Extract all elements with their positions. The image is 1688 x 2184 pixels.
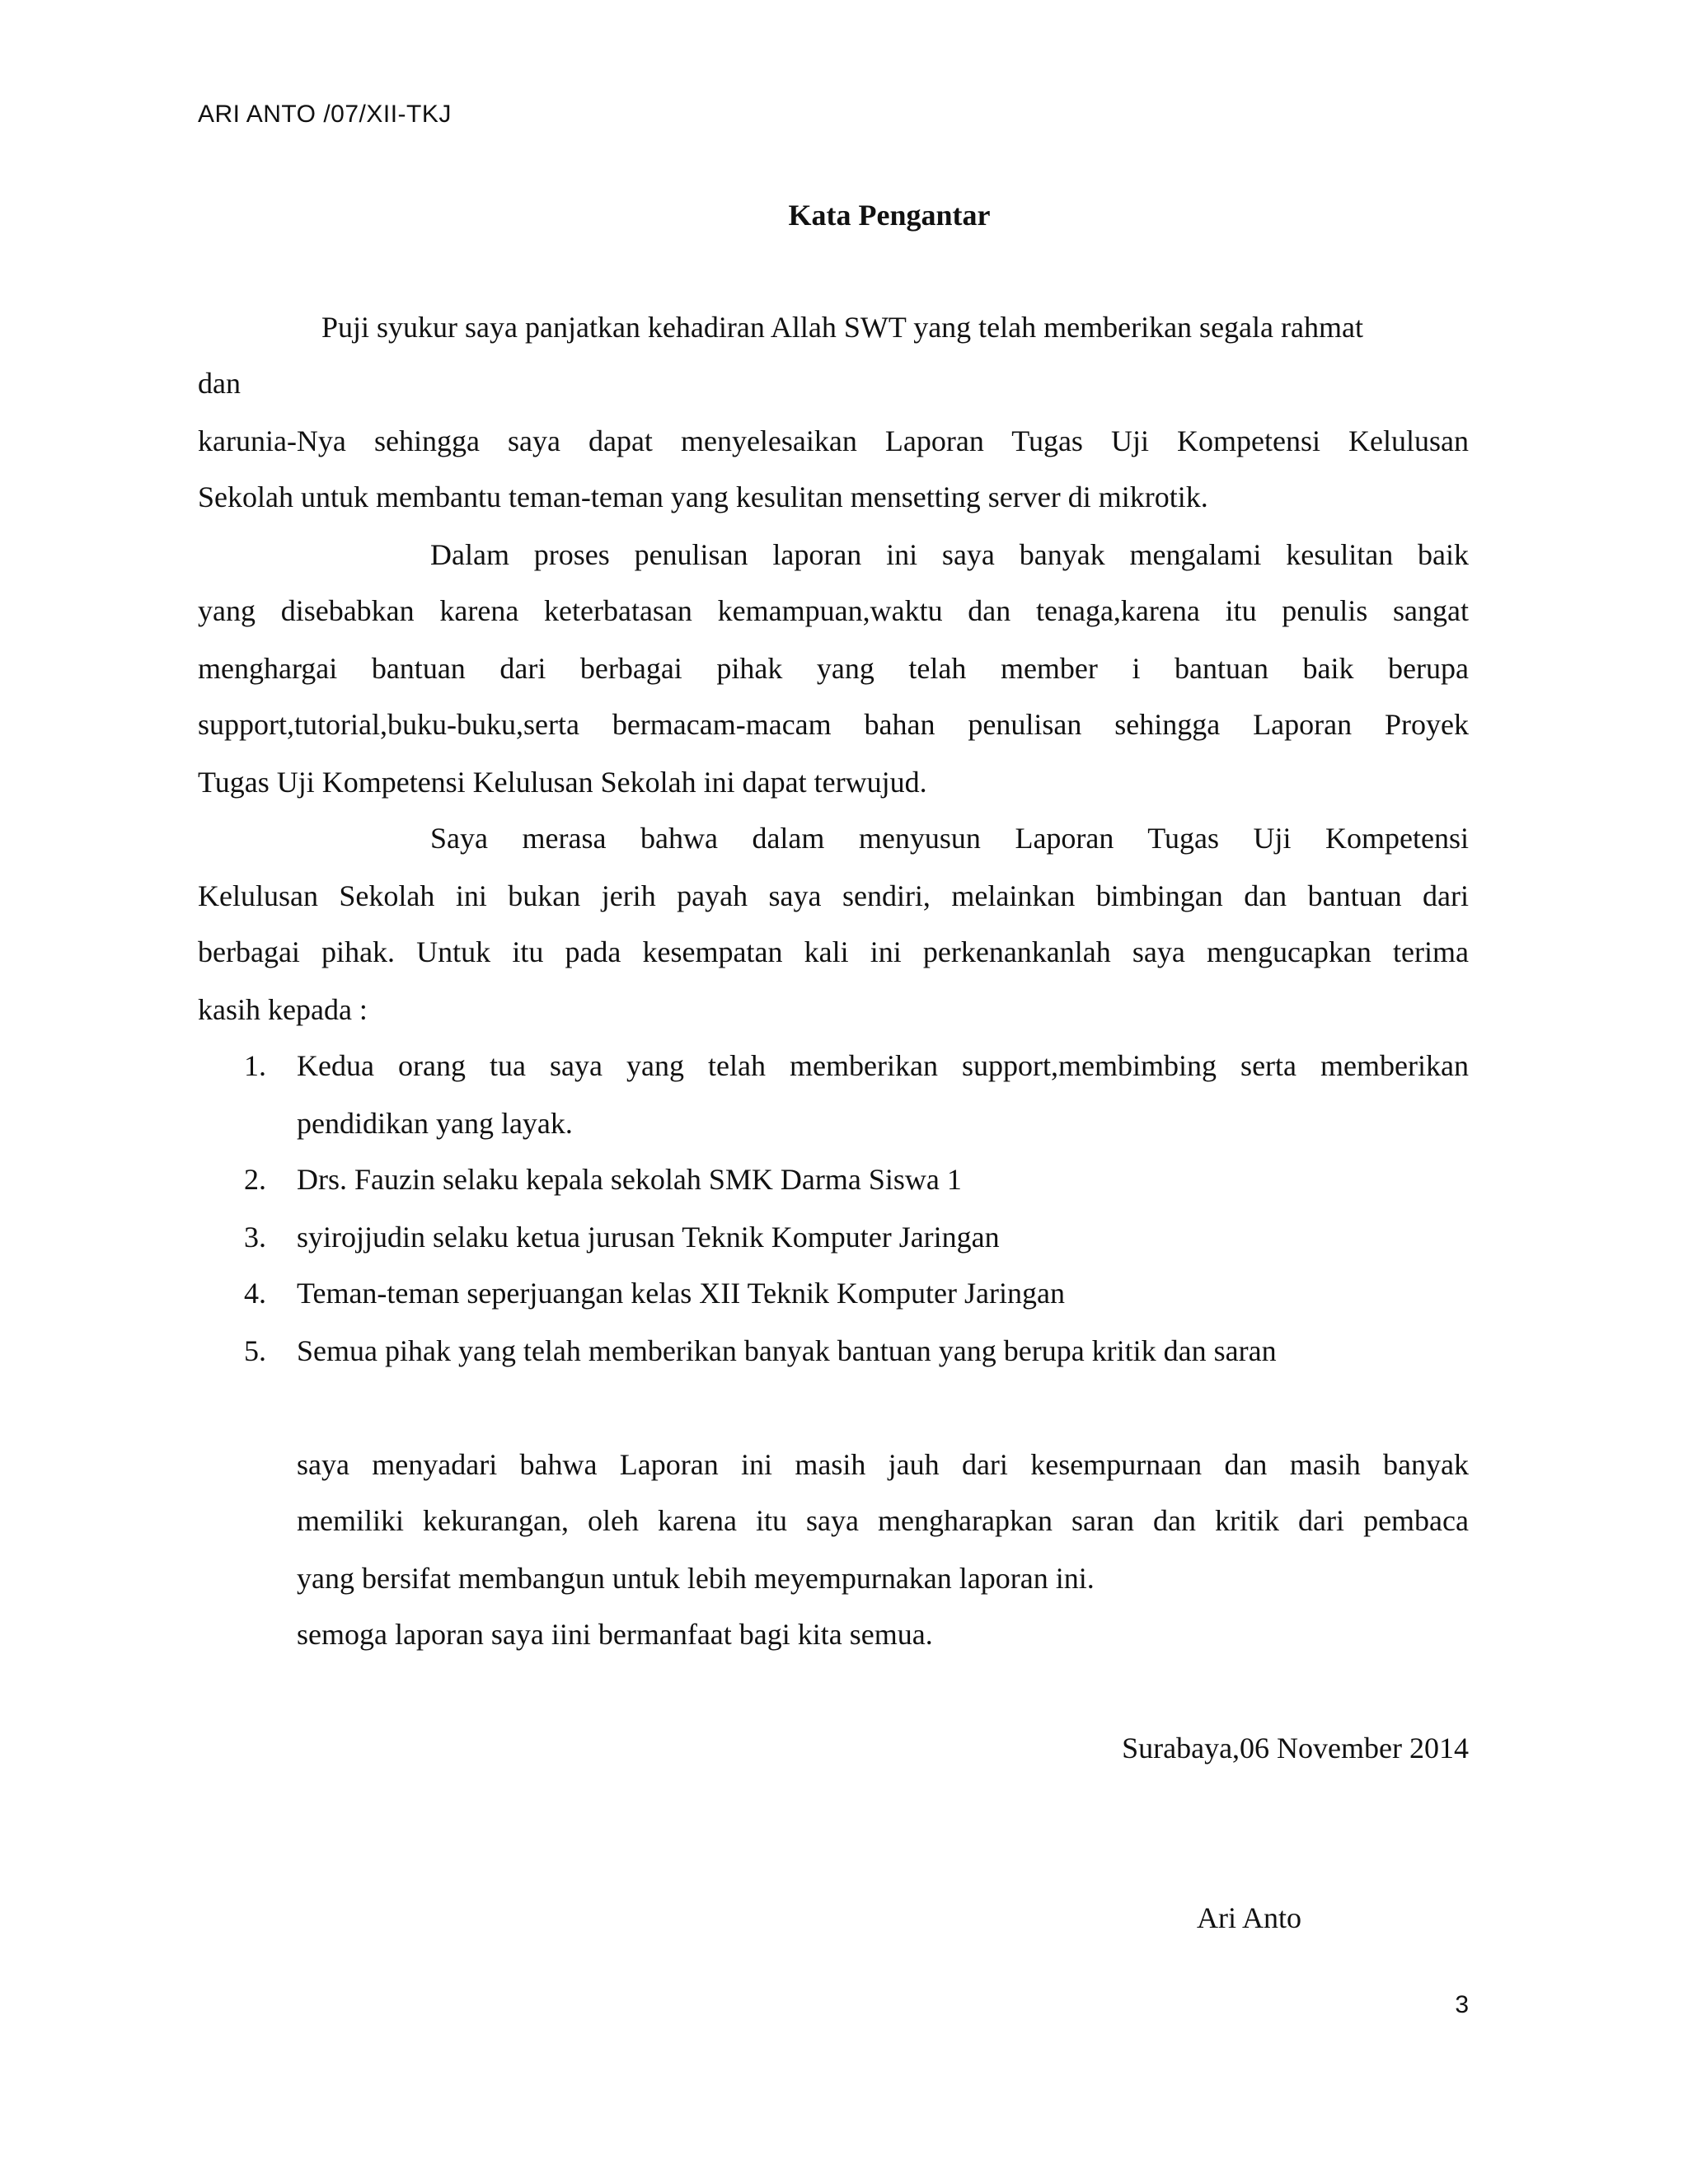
- list-item-number: 1.: [244, 1049, 266, 1082]
- closing-line: memiliki kekurangan, oleh karena itu saya mengharapkan saran dan kritik dari pembaca: [297, 1504, 1469, 1537]
- paragraph-line: Saya merasa bahwa dalam menyusun Laporan Tugas Uji Kompetensi: [430, 822, 1469, 855]
- closing-line: semoga laporan saya iini bermanfaat bagi kita semua.: [297, 1618, 933, 1651]
- list-item-text: Kedua orang tua saya yang telah memberikan support,membimbing serta memberikan: [297, 1049, 1469, 1082]
- paragraph-line: karunia-Nya sehingga saya dapat menyelesaikan Laporan Tugas Uji Kompetensi Kelulusan: [198, 424, 1469, 457]
- page-number: 3: [1455, 1991, 1469, 2018]
- list-item-text: Teman-teman seperjuangan kelas XII Teknik Komputer Jaringan: [297, 1277, 1065, 1310]
- paragraph-line: Puji syukur saya panjatkan kehadiran Allah SWT yang telah memberikan segala rahmat: [321, 311, 1363, 344]
- closing-line: yang bersifat membangun untuk lebih meyempurnakan laporan ini.: [297, 1562, 1095, 1595]
- paragraph-line: Sekolah untuk membantu teman-teman yang kesulitan mensetting server di mikrotik.: [198, 480, 1208, 513]
- paragraph-line: dan: [198, 367, 241, 400]
- paragraph-line: Tugas Uji Kompetensi Kelulusan Sekolah ini dapat terwujud.: [198, 766, 927, 799]
- paragraph-line: berbagai pihak. Untuk itu pada kesempatan kali ini perkenankanlah saya mengucapkan terima: [198, 935, 1469, 968]
- place-date: Surabaya,06 November 2014: [1122, 1732, 1469, 1765]
- list-item-text: syirojjudin selaku ketua jurusan Teknik Komputer Jaringan: [297, 1221, 1000, 1254]
- paragraph-line: support,tutorial,buku-buku,serta bermacam-macam bahan penulisan sehingga Laporan Proyek: [198, 708, 1469, 741]
- paragraph-line: menghargai bantuan dari berbagai pihak yang telah member i bantuan baik berupa: [198, 652, 1469, 685]
- paragraph-line: Kelulusan Sekolah ini bukan jerih payah saya sendiri, melainkan bimbingan dan bantuan dari: [198, 879, 1469, 912]
- list-item-text: Semua pihak yang telah memberikan banyak bantuan yang berupa kritik dan saran: [297, 1334, 1277, 1367]
- signature-name: Ari Anto: [1197, 1901, 1302, 1934]
- list-item-number: 4.: [244, 1277, 266, 1310]
- list-item-number: 5.: [244, 1334, 266, 1367]
- paragraph-line: Dalam proses penulisan laporan ini saya banyak mengalami kesulitan baik: [430, 538, 1469, 571]
- list-item-number: 2.: [244, 1163, 266, 1196]
- list-item-text: Drs. Fauzin selaku kepala sekolah SMK Darma Siswa 1: [297, 1163, 962, 1196]
- running-header: ARI ANTO /07/XII-TKJ: [198, 101, 452, 128]
- list-item-text: pendidikan yang layak.: [297, 1107, 573, 1140]
- closing-line: saya menyadari bahwa Laporan ini masih jauh dari kesempurnaan dan masih banyak: [297, 1448, 1469, 1481]
- paragraph-line: yang disebabkan karena keterbatasan kemampuan,waktu dan tenaga,karena itu penulis sangat: [198, 594, 1469, 627]
- page-title: Kata Pengantar: [788, 199, 991, 232]
- list-item-number: 3.: [244, 1221, 266, 1254]
- paragraph-line: kasih kepada :: [198, 993, 368, 1026]
